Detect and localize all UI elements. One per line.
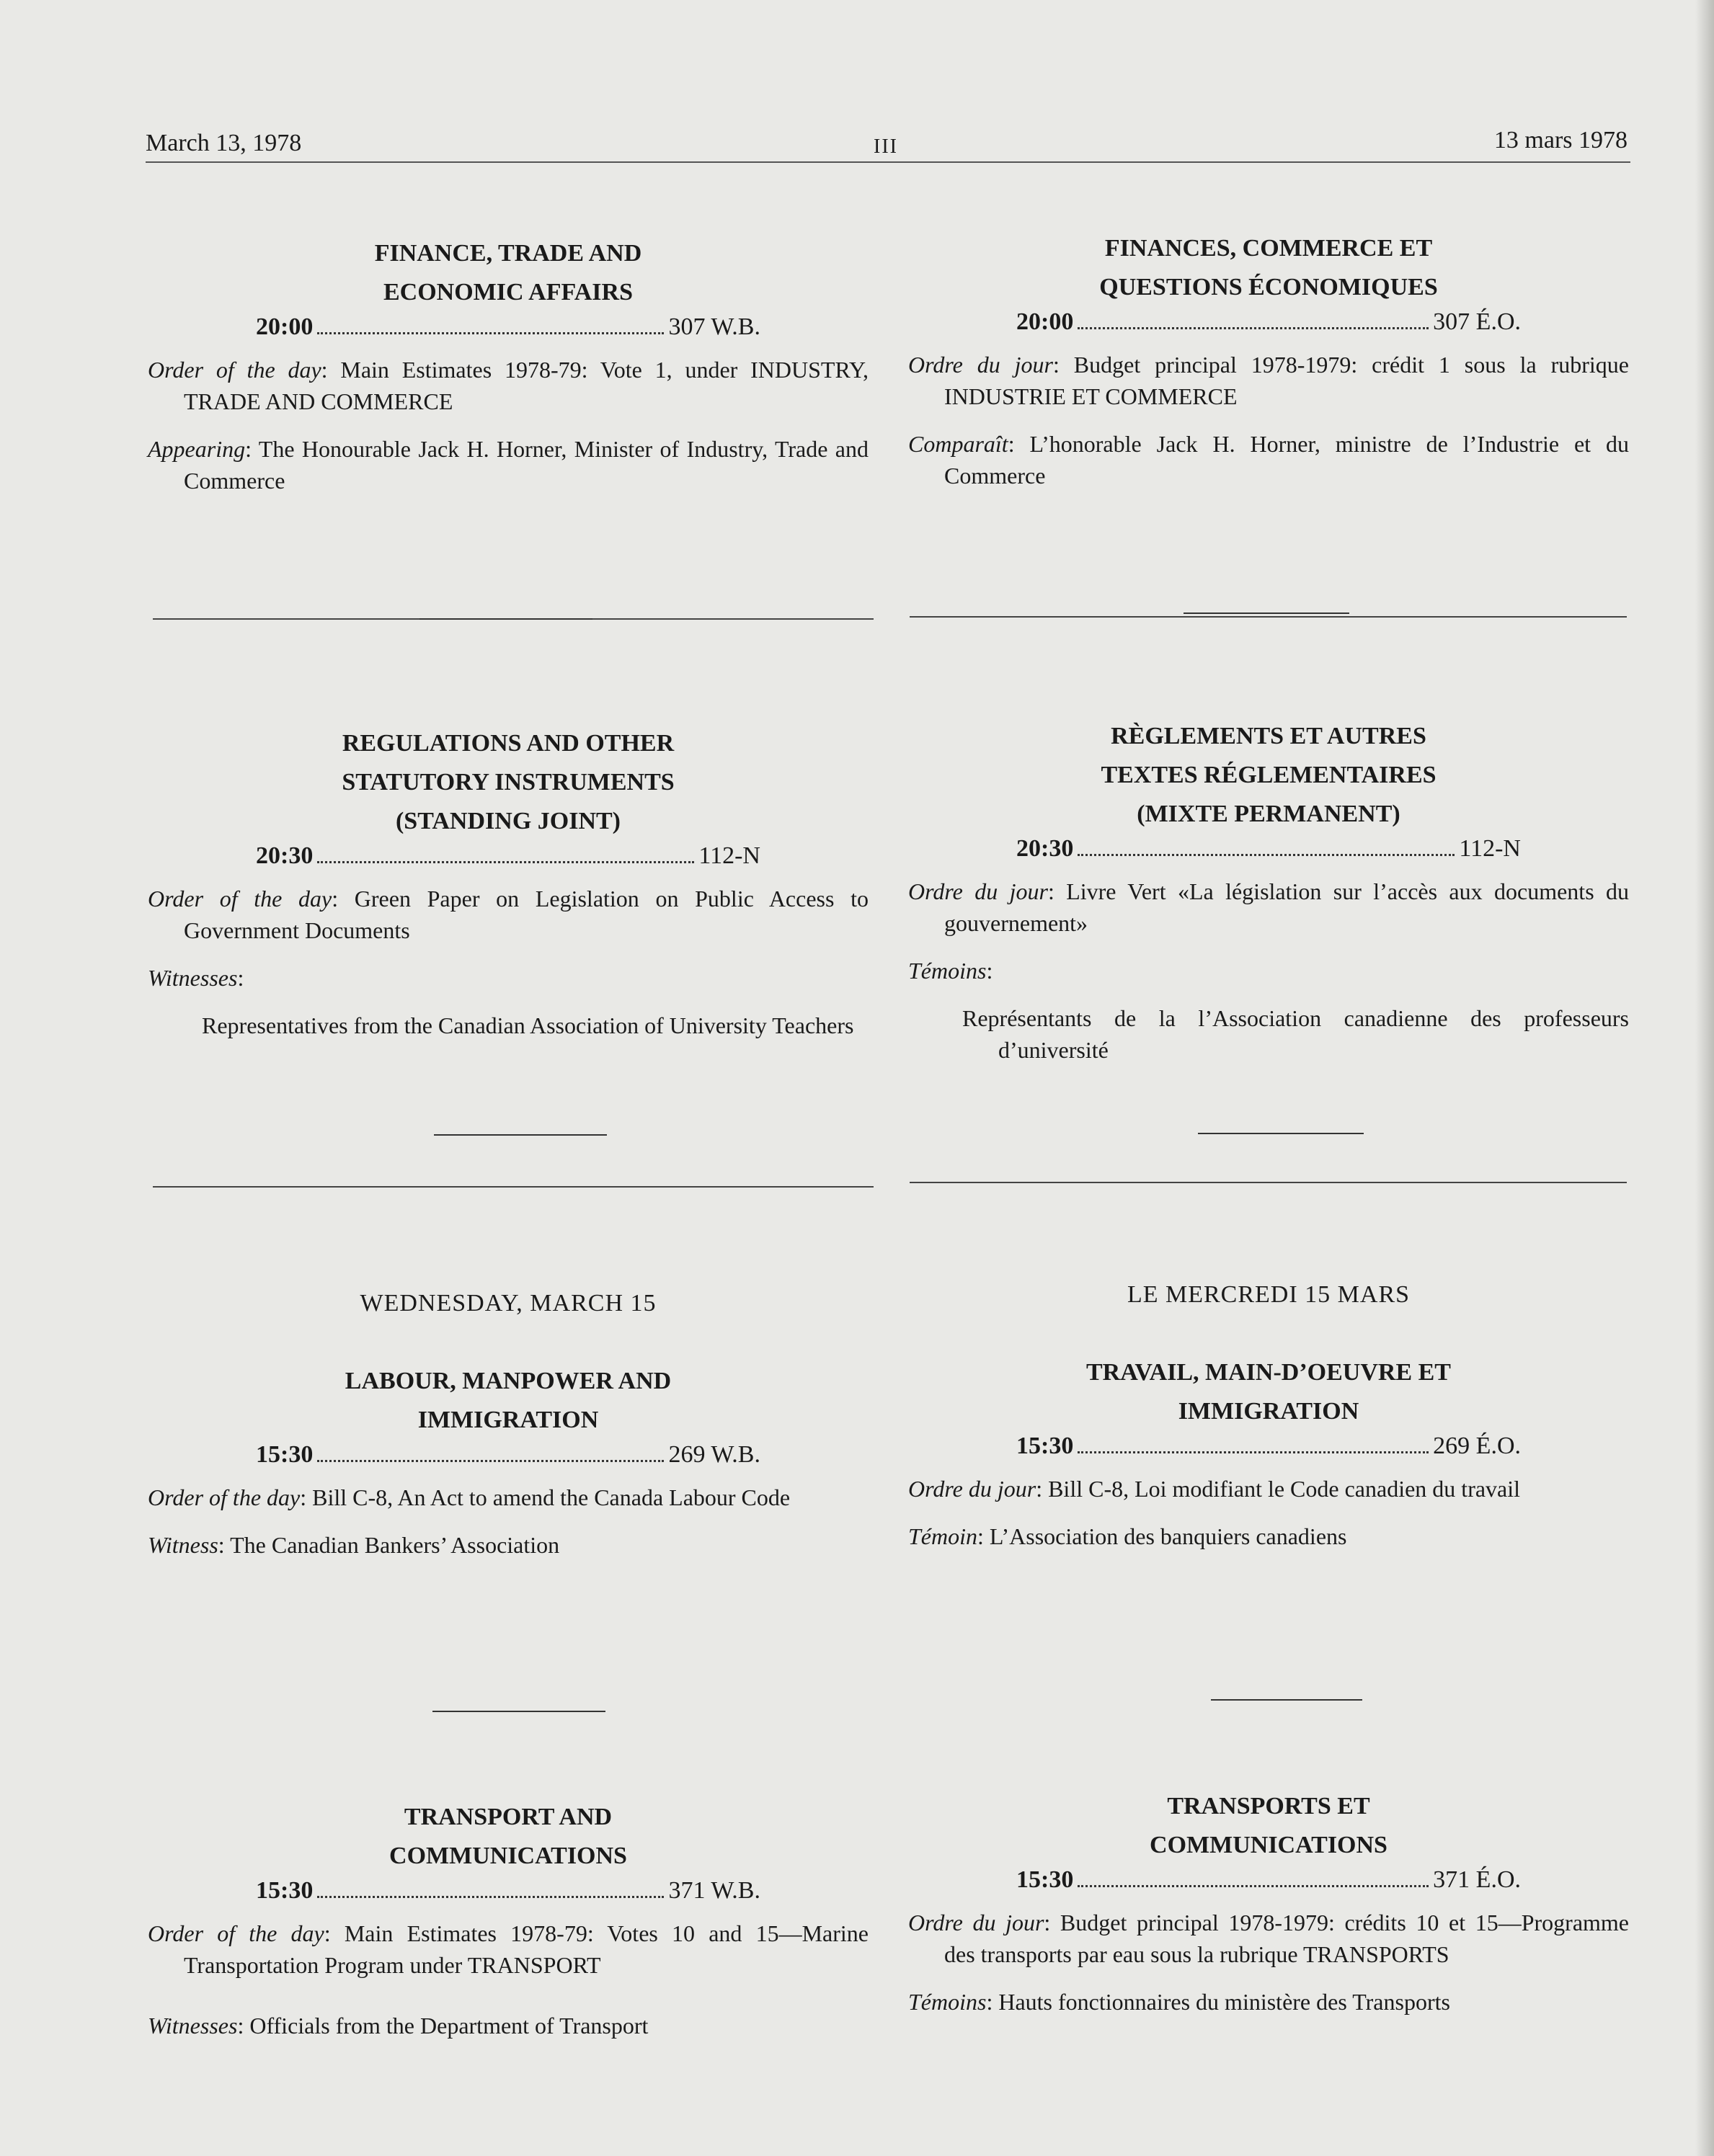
order-of-the-day: Order of the day: Bill C-8, An Act to amend the Canada Labour Code (148, 1484, 791, 1510)
en-committee-labour (148, 1362, 869, 1577)
fr-date-heading: LE MERCREDI 15 MARS (1127, 1281, 1411, 1308)
meeting-time: 20:30 (1016, 835, 1074, 862)
time-room-line (908, 1866, 1629, 1894)
time-room-line (908, 308, 1629, 336)
meeting-time: 20:00 (1016, 308, 1074, 335)
committee-title: TRANSPORTS ET COMMUNICATIONS (1150, 1793, 1387, 1858)
order-of-the-day: Order of the day: Main Estimates 1978-79: Vote 1, under INDUSTRY, TRADE AND COMMERCE (148, 357, 869, 414)
committee-title: TRAVAIL, MAIN-D’OEUVRE ET IMMIGRATION (1086, 1359, 1451, 1425)
meeting-room: 112-N (698, 842, 760, 869)
meeting-room: 269 É.O. (1433, 1433, 1521, 1459)
meeting-room: 307 W.B. (668, 313, 760, 340)
committee-title: RÈGLEMENTS ET AUTRES TEXTES RÉGLEMENTAIRES (MIXTE PERMANENT) (1101, 723, 1437, 827)
section-rule-short (1198, 1133, 1364, 1134)
section-rule-long (153, 1186, 874, 1188)
time-room-line (148, 1877, 869, 1905)
meeting-time: 20:30 (256, 842, 314, 869)
meeting-room: 307 É.O. (1433, 308, 1521, 335)
en-committee-finance-trade (148, 234, 869, 512)
header-date-french: 13 mars 1978 (1493, 127, 1628, 153)
committee-title: FINANCE, TRADE AND ECONOMIC AFFAIRS (374, 240, 642, 306)
dot-leader (1078, 1435, 1429, 1453)
time-room-line (148, 842, 869, 870)
witnesses-list: Representatives from the Canadian Association of University Teachers (202, 1012, 854, 1038)
dot-leader (317, 316, 664, 334)
ordre-du-jour: Ordre du jour: Budget principal 1978-1979: crédit 1 sous la rubrique INDUSTRIE ET COMMERCE (908, 352, 1630, 409)
witness: Witness: The Canadian Bankers’ Association (148, 1532, 560, 1558)
temoins-label: Témoins: (908, 958, 993, 984)
meeting-room: 269 W.B. (668, 1441, 760, 1468)
meeting-time: 20:00 (256, 313, 314, 340)
section-rule-long (910, 616, 1627, 618)
header-date-english: March 13, 1978 (146, 130, 302, 156)
witnesses: Witnesses: Officials from the Department of Transport (148, 2013, 649, 2039)
en-committee-transport (148, 1798, 869, 2057)
meeting-time: 15:30 (1016, 1433, 1074, 1459)
en-date-heading: WEDNESDAY, MARCH 15 (360, 1290, 657, 1317)
section-rule-short (432, 1711, 605, 1712)
section-rule-short (419, 618, 592, 620)
meeting-room: 371 É.O. (1433, 1866, 1521, 1893)
section-rule-short (434, 1134, 607, 1136)
fr-committee-finance-trade (908, 229, 1629, 507)
dot-leader (1078, 838, 1455, 856)
appearing: Appearing: The Honourable Jack H. Horner, Minister of Industry, Trade and Commerce (148, 436, 869, 494)
meeting-time: 15:30 (256, 1441, 314, 1468)
section-rule-long (910, 1182, 1627, 1183)
meeting-time: 15:30 (1016, 1866, 1074, 1893)
en-committee-regulations (148, 724, 869, 1056)
header-rule (146, 161, 1630, 163)
section-rule-short (1184, 612, 1349, 614)
dot-leader (317, 1880, 664, 1898)
temoins-list: Représentants de la l’Association canadienne des professeurs d’université (962, 1005, 1629, 1063)
time-room-line (148, 313, 869, 341)
meeting-time: 15:30 (256, 1877, 314, 1904)
comparait: Comparaît: L’honorable Jack H. Horner, ministre de l’Industrie et du Commerce (908, 431, 1629, 489)
fr-committee-regulations (908, 717, 1629, 1080)
meeting-room: 112-N (1459, 835, 1521, 862)
dot-leader (317, 845, 694, 863)
ordre-du-jour: Ordre du jour: Bill C-8, Loi modifiant le Code canadien du travail (908, 1476, 1521, 1502)
ordre-du-jour: Ordre du jour: Budget principal 1978-1979: crédits 10 et 15—Programme des transports par eau sous la rubrique TRANSPORTS (908, 1910, 1630, 1967)
time-room-line (908, 1433, 1629, 1460)
section-rule-short (1211, 1699, 1362, 1701)
page-number: III (874, 135, 898, 158)
time-room-line (148, 1441, 869, 1469)
committee-title: LABOUR, MANPOWER AND IMMIGRATION (345, 1368, 672, 1433)
order-of-the-day: Order of the day: Green Paper on Legislation on Public Access to Government Documents (148, 886, 869, 943)
dot-leader (1078, 1869, 1429, 1887)
ordre-du-jour: Ordre du jour: Livre Vert «La législation sur l’accès aux documents du gouvernement» (908, 878, 1630, 936)
fr-committee-labour (908, 1353, 1629, 1568)
committee-title: FINANCES, COMMERCE ET QUESTIONS ÉCONOMIQUES (1099, 235, 1438, 300)
meeting-room: 371 W.B. (668, 1877, 760, 1904)
dot-leader (1078, 311, 1429, 329)
witnesses-label: Witnesses: (148, 965, 244, 991)
order-of-the-day: Order of the day: Main Estimates 1978-79: Votes 10 and 15—Marine Transportation Program under TRANSPORT (148, 1920, 869, 1978)
fr-committee-transport (908, 1787, 1629, 2034)
page-binding-edge (1695, 0, 1714, 2156)
dot-leader (317, 1444, 664, 1462)
committee-title: REGULATIONS AND OTHER STATUTORY INSTRUMENTS (STANDING JOINT) (342, 730, 675, 834)
time-room-line (908, 835, 1629, 863)
temoins: Témoins: Hauts fonctionnaires du ministère des Transports (908, 1989, 1450, 2015)
committee-title: TRANSPORT AND COMMUNICATIONS (389, 1804, 627, 1869)
temoin: Témoin: L’Association des banquiers canadiens (908, 1523, 1347, 1549)
